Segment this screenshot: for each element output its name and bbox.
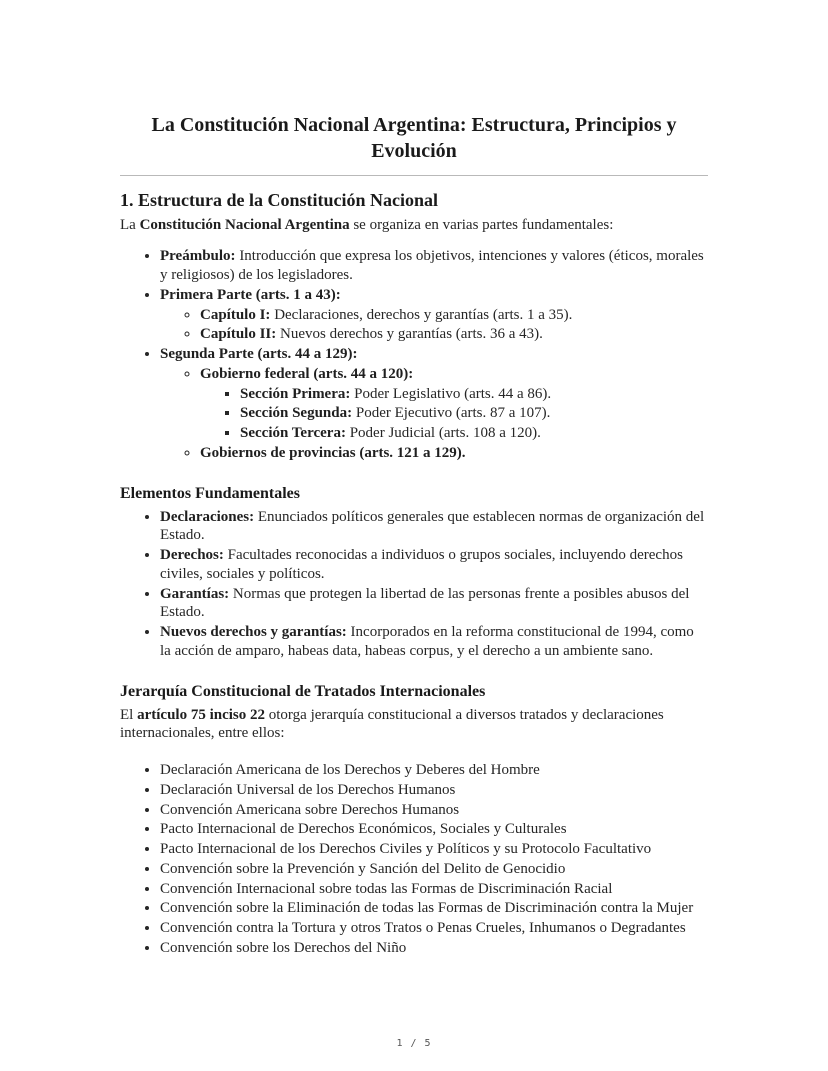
item-text: Poder Legislativo (arts. 44 a 86). (350, 385, 552, 402)
item-lead: Preámbulo: (160, 248, 236, 265)
list-item (160, 623, 708, 661)
hierarchy-intro (120, 706, 708, 744)
hierarchy-heading: Jerarquía Constitucional de Tratados Internacionales (120, 682, 486, 700)
item-text: Incorporados en la reforma constitucional de 1994, como la acción de amparo, habeas data, habeas corpus, y el derecho a un ambiente sano. (160, 624, 694, 659)
page-title: La Constitución Nacional Argentina: Estructura, Principios y Evolución (151, 114, 677, 162)
intro-bold: Constitución Nacional Argentina (139, 216, 350, 233)
list-item (160, 345, 708, 463)
list-item: • Convención Internacional sobre todas las Formas de Discriminación Racial (160, 880, 708, 899)
title-divider (120, 175, 708, 176)
list-item (200, 306, 708, 325)
list-item (200, 444, 708, 463)
intro-rest: otorga jerarquía constitucional a diversos tratados y declaraciones internacionales, entre ellos: (120, 706, 664, 742)
item-lead: Sección Segunda: (240, 405, 353, 422)
list-item (160, 247, 708, 285)
structure-sublist (160, 306, 708, 345)
list-item: • Convención sobre los Derechos del Niño (160, 939, 708, 958)
fundamentals-list (120, 508, 708, 661)
item-lead: Segunda Parte (arts. 44 a 129): (160, 346, 358, 362)
structure-intro (120, 216, 708, 235)
page-number-indicator: 1 / 5 (396, 1038, 432, 1049)
item-lead: Primera Parte (arts. 1 a 43): (160, 286, 341, 303)
item-lead: Sección Tercera: (240, 425, 346, 441)
list-item (160, 508, 708, 546)
item-lead: Gobiernos de provincias (arts. 121 a 129). (200, 444, 466, 461)
list-item (160, 585, 708, 623)
item-text: Facultades reconocidas a individuos o grupos sociales, incluyendo derechos civiles, sociales y políticos. (160, 547, 683, 582)
list-item: • Pacto Internacional de Derechos Económicos, Sociales y Culturales (160, 820, 708, 839)
list-item (240, 404, 708, 423)
item-lead: Garantías: (160, 585, 230, 602)
intro-bold: artículo 75 inciso 22 (137, 706, 266, 723)
item-text: Poder Judicial (arts. 108 a 120). (345, 425, 541, 441)
list-item: • Declaración Universal de los Derechos Humanos (160, 781, 708, 800)
list-item (160, 546, 708, 584)
structure-subsublist (200, 385, 708, 443)
list-item (200, 365, 708, 443)
item-lead: Nuevos derechos y garantías: (160, 624, 347, 640)
treaty-list (120, 761, 708, 958)
intro-rest: se organiza en varias partes fundamentales: (349, 216, 614, 233)
structure-list (120, 247, 708, 462)
item-text: Declaraciones, derechos y garantías (arts. 1 a 35). (270, 306, 573, 323)
item-lead: Capítulo II: (200, 326, 277, 343)
item-lead: Gobierno federal (arts. 44 a 120): (200, 365, 414, 382)
section-fundamentals (120, 484, 708, 661)
item-text: Poder Ejecutivo (arts. 87 a 107). (352, 405, 551, 422)
list-item: • Convención contra la Tortura y otros Tratos o Penas Crueles, Inhumanos o Degradantes (160, 919, 708, 938)
structure-sublist (160, 365, 708, 463)
item-text: Normas que protegen la libertad de las personas frente a posibles abusos del Estado. (160, 585, 690, 621)
item-text: Enunciados políticos generales que establecen normas de organización del Estado. (160, 508, 705, 544)
list-item: • Convención sobre la Eliminación de todas las Formas de Discriminación contra la Mujer (160, 899, 708, 918)
list-item: • Declaración Americana de los Derechos y Deberes del Hombre (160, 761, 708, 780)
list-item: • Convención Americana sobre Derechos Humanos (160, 801, 708, 820)
item-lead: Sección Primera: (240, 385, 351, 402)
list-item (240, 424, 708, 443)
item-lead: Capítulo I: (200, 306, 271, 323)
item-lead: Declaraciones: (160, 508, 255, 525)
section-hierarchy (120, 682, 708, 958)
list-item: • Pacto Internacional de los Derechos Civiles y Políticos y su Protocolo Facultativo (160, 840, 708, 859)
item-lead: Derechos: (160, 547, 224, 563)
fundamentals-heading: Elementos Fundamentales (120, 484, 300, 502)
list-item (200, 325, 708, 344)
list-item (160, 286, 708, 344)
item-text: Nuevos derechos y garantías (arts. 36 a 43). (276, 326, 543, 343)
intro-prefix: La (120, 216, 140, 233)
list-item: • Convención sobre la Prevención y Sanción del Delito de Genocidio (160, 860, 708, 879)
structure-heading: 1. Estructura de la Constitución Nacional (120, 190, 439, 210)
section-structure (120, 189, 708, 463)
list-item (240, 385, 708, 404)
intro-prefix: El (120, 706, 138, 723)
item-text: Introducción que expresa los objetivos, intenciones y valores (éticos, morales y religiosos) de los legisladores. (160, 248, 704, 283)
